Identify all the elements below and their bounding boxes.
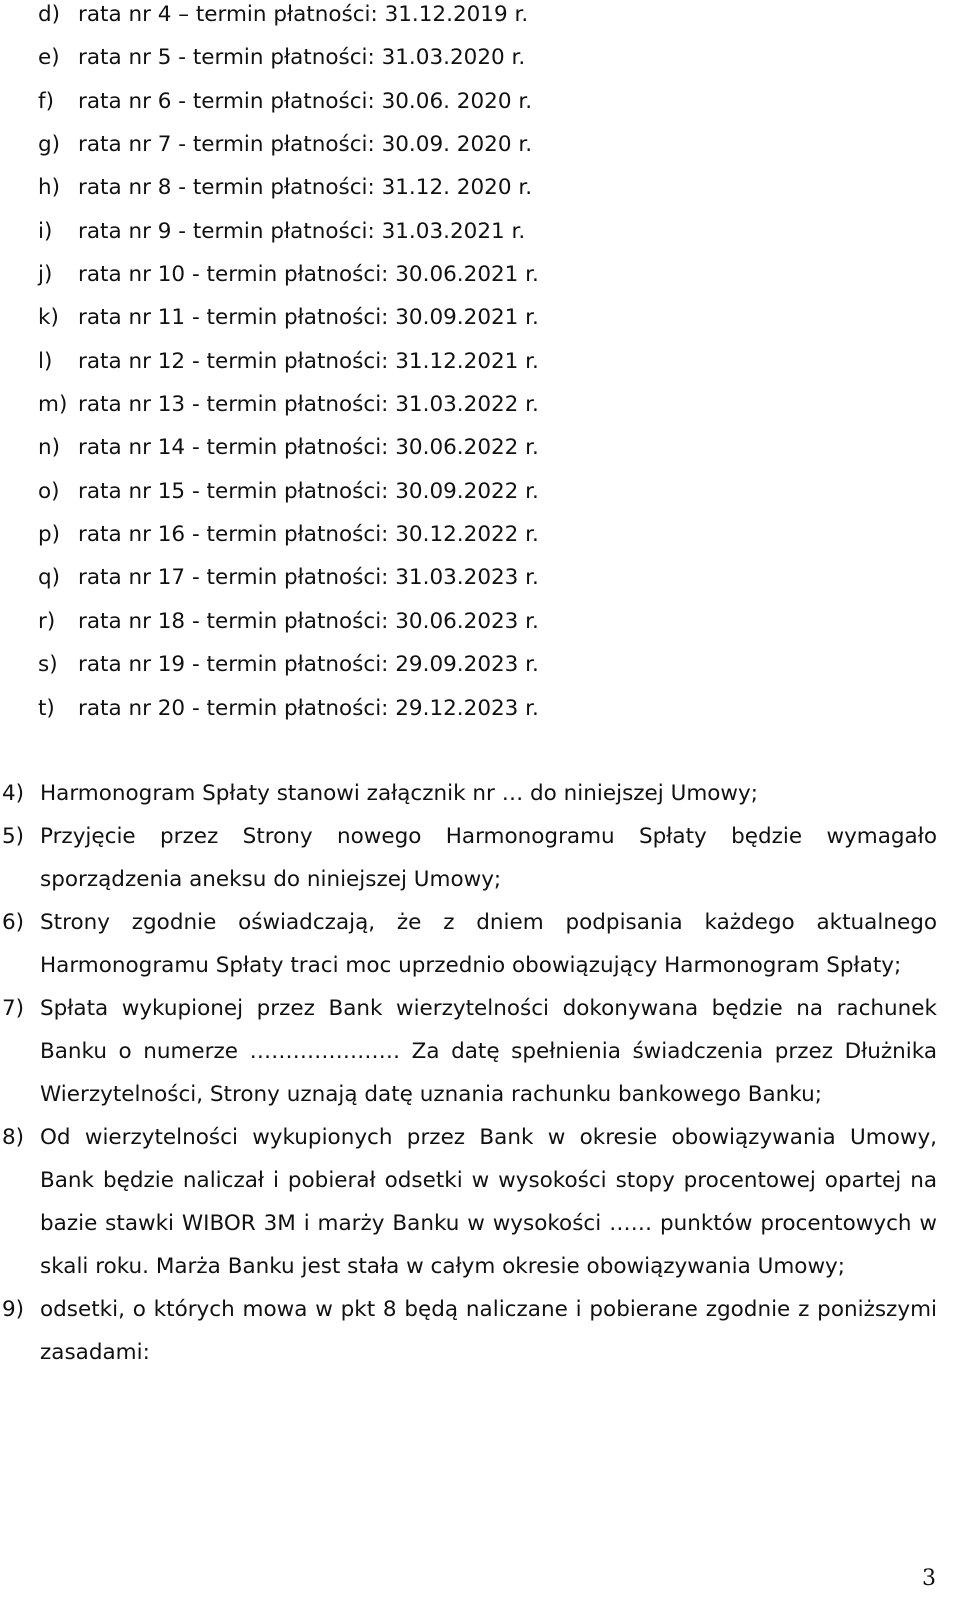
item-marker: m) (38, 392, 68, 418)
item-text: rata nr 9 - termin płatności: 31.03.2021 r. (78, 218, 526, 244)
installment-item (0, 347, 539, 390)
item-text: rata nr 6 - termin płatności: 30.06. 2020 r. (78, 88, 533, 114)
clause-item (0, 987, 960, 1116)
item-marker: f) (38, 88, 54, 114)
item-marker: l) (38, 348, 53, 374)
installment-item (0, 130, 539, 173)
clause-number: 4) (2, 781, 25, 806)
item-marker: h) (38, 175, 61, 201)
item-marker: e) (38, 45, 60, 71)
installment-item (0, 217, 539, 260)
installment-item (0, 0, 539, 43)
item-marker: p) (38, 522, 61, 548)
clause-text: Strony zgodnie oświadczają, że z dniem podpisania każdego aktualnego Harmonogramu Spłaty traci moc uprzednio obowiązujący Harmonogram Spłaty; (40, 910, 937, 978)
clause-number: 7) (2, 996, 25, 1021)
item-text: rata nr 4 – termin płatności: 31.12.2019 r. (78, 2, 529, 27)
installment-item (0, 520, 539, 563)
item-marker: i) (38, 218, 53, 244)
item-marker: q) (38, 565, 61, 591)
item-marker: n) (38, 435, 61, 461)
installment-list (0, 0, 539, 737)
installment-item (0, 650, 539, 693)
item-text: rata nr 15 - termin płatności: 30.09.2022 r. (78, 478, 539, 504)
item-text: rata nr 7 - termin płatności: 30.09. 2020 r. (78, 132, 533, 158)
clause-item (0, 1288, 960, 1374)
item-marker: g) (38, 132, 61, 158)
clause-item (0, 901, 960, 987)
installment-item (0, 43, 539, 86)
installment-item (0, 390, 539, 433)
item-text: rata nr 17 - termin płatności: 31.03.2023 r. (78, 565, 539, 591)
installment-item (0, 563, 539, 606)
item-text: rata nr 19 - termin płatności: 29.09.2023 r. (78, 652, 539, 678)
item-text: rata nr 18 - termin płatności: 30.06.2023 r. (78, 608, 539, 634)
item-text: rata nr 8 - termin płatności: 31.12. 2020 r. (78, 175, 533, 201)
installment-item (0, 607, 539, 650)
clause-text: Harmonogram Spłaty stanowi załącznik nr … do niniejszej Umowy; (40, 781, 758, 806)
item-marker: o) (38, 478, 60, 504)
clause-number: 8) (2, 1125, 25, 1150)
item-text: rata nr 5 - termin płatności: 31.03.2020 r. (78, 45, 526, 71)
installment-item (0, 260, 539, 303)
item-text: rata nr 16 - termin płatności: 30.12.2022 r. (78, 522, 539, 548)
installment-item (0, 173, 539, 216)
item-text: rata nr 20 - termin płatności: 29.12.2023 r. (78, 695, 539, 721)
item-marker: k) (38, 305, 59, 331)
installment-item (0, 87, 539, 130)
item-text: rata nr 14 - termin płatności: 30.06.2022 r. (78, 435, 539, 461)
item-marker: s) (38, 652, 58, 678)
clause-text: Od wierzytelności wykupionych przez Bank w okresie obowiązywania Umowy, Bank będzie naliczał i pobierał odsetki w wysokości stopy procentowej opartej na bazie stawki WIBOR 3M i marży Banku w wysokości …… punktów procentowych w skali roku. Marża Banku jest stała w całym okresie obowiązywania Umowy; (40, 1125, 937, 1279)
item-marker: d) (38, 2, 61, 27)
clause-number: 9) (2, 1297, 25, 1322)
clause-text: odsetki, o których mowa w pkt 8 będą naliczane i pobierane zgodnie z poniższymi zasadami: (40, 1297, 937, 1365)
item-text: rata nr 10 - termin płatności: 30.06.2021 r. (78, 262, 539, 288)
clause-number: 5) (2, 824, 25, 849)
clause-text: Spłata wykupionej przez Bank wierzytelności dokonywana będzie na rachunek Banku o numerze ………………… Za datę spełnienia świadczenia przez Dłużnika Wierzytelności, Strony uznają datę uznania rachunku bankowego Banku; (40, 996, 937, 1107)
installment-item (0, 303, 539, 346)
item-marker: r) (38, 608, 56, 634)
item-marker: j) (38, 262, 53, 288)
clause-item (0, 1116, 960, 1288)
page-number: 3 (922, 1566, 936, 1591)
clause-item (0, 815, 960, 901)
item-text: rata nr 11 - termin płatności: 30.09.2021 r. (78, 305, 539, 331)
item-text: rata nr 12 - termin płatności: 31.12.2021 r. (78, 348, 539, 374)
clause-text: Przyjęcie przez Strony nowego Harmonogramu Spłaty będzie wymagało sporządzenia aneksu do niniejszej Umowy; (40, 824, 937, 892)
installment-item (0, 433, 539, 476)
agreement-clauses (0, 772, 960, 1374)
item-marker: t) (38, 695, 55, 721)
clause-number: 6) (2, 910, 25, 935)
installment-item (0, 694, 539, 737)
item-text: rata nr 13 - termin płatności: 31.03.2022 r. (78, 392, 539, 418)
installment-item (0, 477, 539, 520)
clause-item (0, 772, 960, 815)
